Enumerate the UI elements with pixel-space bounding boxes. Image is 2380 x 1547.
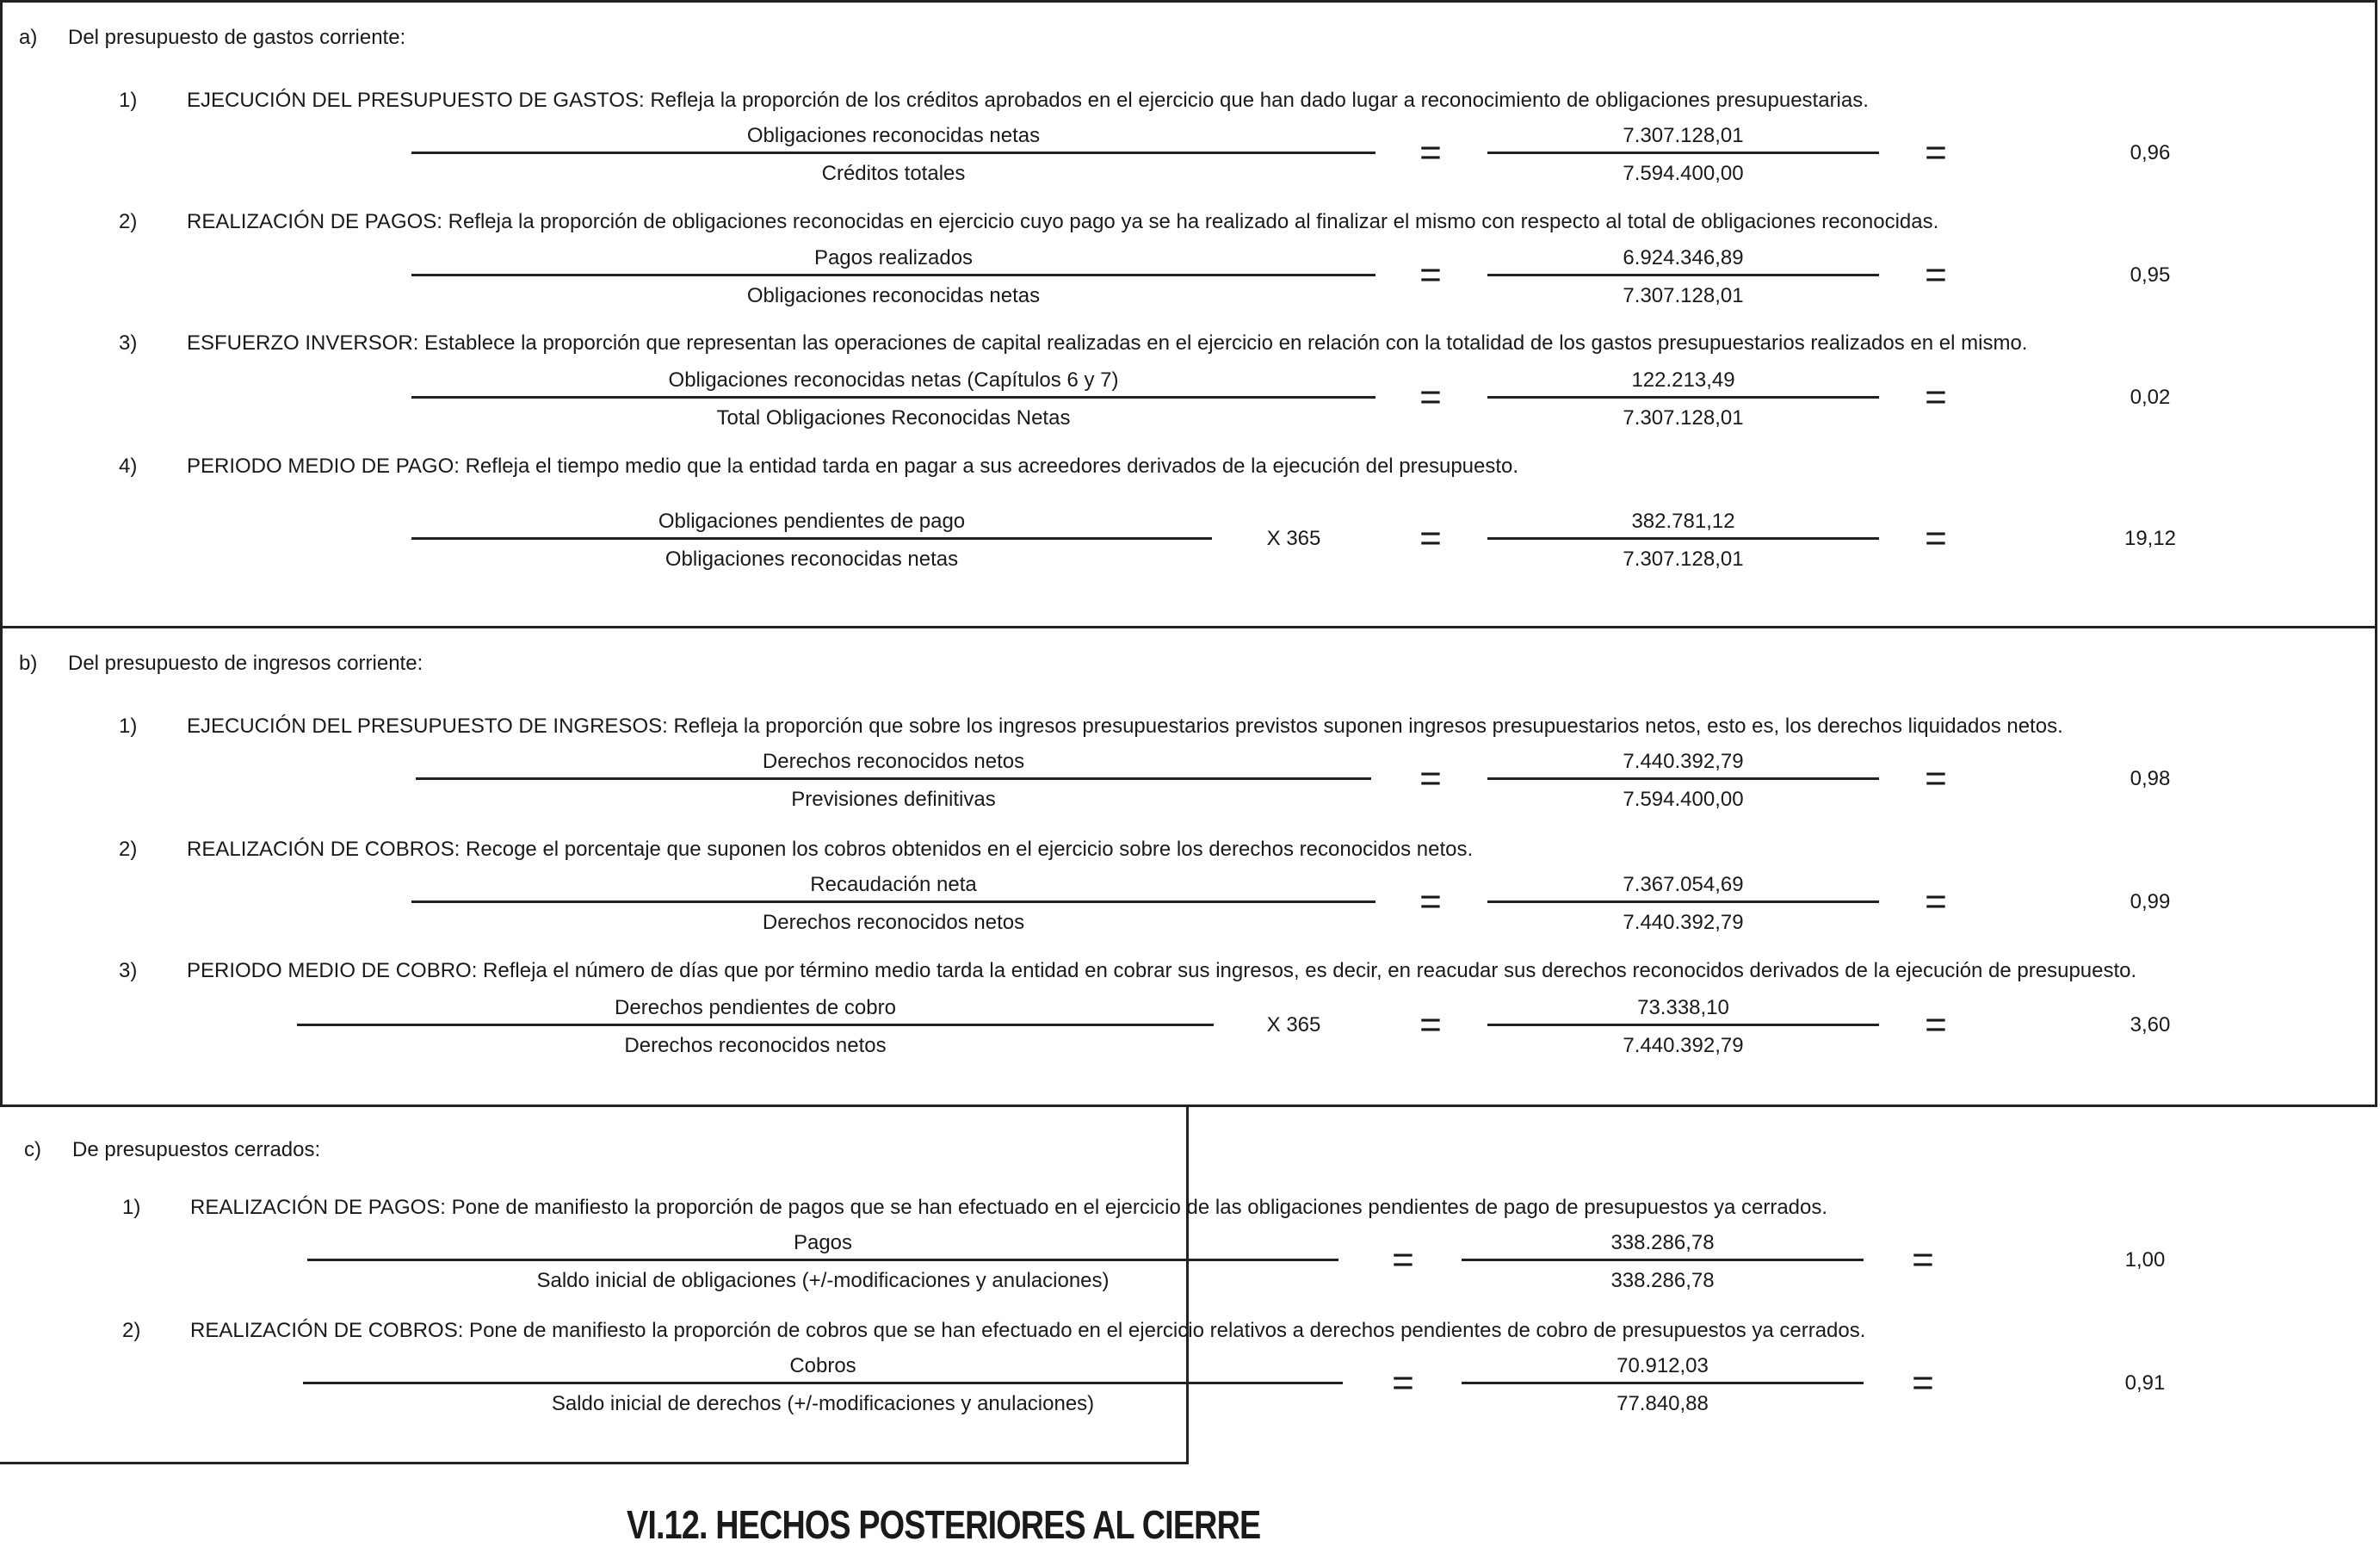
result-value: 1,00 <box>2124 1248 2166 1272</box>
fraction-bar <box>411 274 1375 276</box>
equals-sign: = <box>1392 1362 1414 1404</box>
indicator-number: 4) <box>119 455 138 478</box>
equals-sign: = <box>1912 1362 1934 1404</box>
indicator-description: EJECUCIÓN DEL PRESUPUESTO DE INGRESOS: Refleja la proporción que sobre los ingresos presupuestarios previstos suponen ingresos presupuestarios netos, esto es, los derechos liquidados netos. <box>187 715 2063 738</box>
result-value: 0,91 <box>2124 1371 2166 1395</box>
equals-sign: = <box>1925 132 1947 174</box>
fraction-bar <box>411 396 1375 399</box>
numerator-label: Obligaciones reconocidas netas (Capítulos 6 y 7) <box>668 368 1119 392</box>
indicator-description: REALIZACIÓN DE PAGOS: Refleja la proporción de obligaciones reconocidas en ejercicio cuyo pago ya se ha realizado al finalizar el mismo con respecto al total de obligaciones reconocidas. <box>187 210 1939 233</box>
equals-sign: = <box>1419 758 1442 800</box>
section-marker: c) <box>24 1138 41 1161</box>
section-heading: Del presupuesto de ingresos corriente: <box>68 652 423 675</box>
multiplier: X 365 <box>1266 1013 1321 1036</box>
value-fraction-bar <box>1487 537 1879 540</box>
indicator-description: REALIZACIÓN DE COBROS: Pone de manifiesto la proporción de cobros que se han efectuado en el ejercicio relativos a derechos pendientes de cobro de presupuestos ya cerrados. <box>190 1319 1866 1342</box>
value-fraction-bar <box>1487 274 1879 276</box>
indicator-description: PERIODO MEDIO DE PAGO: Refleja el tiempo medio que la entidad tarda en pagar a sus acreedores derivados de la ejecución del presupuesto. <box>187 455 1519 478</box>
denominator-value: 7.307.128,01 <box>1623 284 1744 307</box>
denominator-label: Derechos reconocidos netos <box>624 1034 887 1057</box>
equals-sign: = <box>1912 1239 1934 1281</box>
denominator-value: 7.440.392,79 <box>1623 911 1744 934</box>
indicator-description: ESFUERZO INVERSOR: Establece la proporción que representan las operaciones de capital realizadas en el ejercicio en relación con la totalidad de los gastos presupuestarios realizados en el mismo. <box>187 331 2028 355</box>
equals-sign: = <box>1925 758 1947 800</box>
denominator-label: Derechos reconocidos netos <box>762 911 1025 934</box>
numerator-value: 7.307.128,01 <box>1623 124 1744 147</box>
denominator-value: 77.840,88 <box>1617 1392 1709 1415</box>
indicator-number: 2) <box>122 1319 141 1342</box>
denominator-label: Saldo inicial de obligaciones (+/-modificaciones y anulaciones) <box>536 1269 1110 1292</box>
denominator-label: Previsiones definitivas <box>791 788 996 811</box>
section-b-box <box>0 626 2377 1107</box>
numerator-value: 6.924.346,89 <box>1623 246 1744 269</box>
numerator-value: 73.338,10 <box>1637 996 1729 1019</box>
numerator-label: Pagos realizados <box>813 246 974 269</box>
page-title: VI.12. HECHOS POSTERIORES AL CIERRE <box>627 1502 1261 1547</box>
equals-sign: = <box>1419 132 1442 174</box>
fraction-bar <box>416 777 1371 780</box>
value-fraction-bar <box>1462 1382 1864 1384</box>
numerator-label: Derechos reconocidos netos <box>762 750 1025 773</box>
equals-sign: = <box>1392 1239 1414 1281</box>
equals-sign: = <box>1925 517 1947 560</box>
indicator-number: 3) <box>119 331 138 355</box>
multiplier: X 365 <box>1266 527 1321 550</box>
denominator-value: 7.594.400,00 <box>1623 788 1744 811</box>
equals-sign: = <box>1925 1004 1947 1046</box>
indicator-number: 2) <box>119 838 138 861</box>
result-value: 0,98 <box>2130 767 2171 790</box>
value-fraction-bar <box>1487 1024 1879 1026</box>
equals-sign: = <box>1925 376 1947 418</box>
indicator-number: 2) <box>119 210 138 233</box>
numerator-label: Obligaciones reconocidas netas <box>746 124 1041 147</box>
equals-sign: = <box>1925 254 1947 296</box>
fraction-bar <box>297 1024 1214 1026</box>
denominator-label: Obligaciones reconocidas netas <box>665 548 959 571</box>
section-marker: b) <box>19 652 38 675</box>
equals-sign: = <box>1419 517 1442 560</box>
indicator-description: EJECUCIÓN DEL PRESUPUESTO DE GASTOS: Refleja la proporción de los créditos aprobados en el ejercicio que han dado lugar a reconocimiento de obligaciones presupuestarias. <box>187 89 1869 112</box>
denominator-value: 7.307.128,01 <box>1623 406 1744 430</box>
equals-sign: = <box>1419 881 1442 923</box>
value-fraction-bar <box>1487 777 1879 780</box>
denominator-value: 338.286,78 <box>1610 1269 1715 1292</box>
result-value: 19,12 <box>2123 527 2177 550</box>
numerator-value: 122.213,49 <box>1631 368 1735 392</box>
denominator-label: Saldo inicial de derechos (+/-modificaciones y anulaciones) <box>551 1392 1095 1415</box>
result-value: 0,96 <box>2130 141 2171 164</box>
numerator-label: Pagos <box>793 1231 853 1254</box>
indicator-number: 1) <box>119 89 138 112</box>
indicator-description: REALIZACIÓN DE PAGOS: Pone de manifiesto la proporción de pagos que se han efectuado en el ejercicio de las obligaciones pendientes de pago de presupuestos ya cerrados. <box>190 1196 1828 1219</box>
numerator-value: 338.286,78 <box>1610 1231 1715 1254</box>
numerator-label: Derechos pendientes de cobro <box>615 996 896 1019</box>
result-value: 0,02 <box>2130 386 2171 409</box>
result-value: 3,60 <box>2130 1013 2171 1036</box>
fraction-bar <box>303 1382 1343 1384</box>
denominator-label: Total Obligaciones Reconocidas Netas <box>716 406 1071 430</box>
fraction-bar <box>411 152 1375 154</box>
value-fraction-bar <box>1487 152 1879 154</box>
denominator-value: 7.307.128,01 <box>1623 548 1744 571</box>
section-heading: Del presupuesto de gastos corriente: <box>68 26 406 49</box>
denominator-value: 7.440.392,79 <box>1623 1034 1744 1057</box>
fraction-bar <box>411 537 1212 540</box>
numerator-value: 7.367.054,69 <box>1623 873 1744 896</box>
result-value: 0,95 <box>2130 263 2171 287</box>
equals-sign: = <box>1419 1004 1442 1046</box>
indicator-number: 3) <box>119 959 138 982</box>
indicator-description: REALIZACIÓN DE COBROS: Recoge el porcentaje que suponen los cobros obtenidos en el ejercicio sobre los derechos reconocidos netos. <box>187 838 1474 861</box>
indicator-description: PERIODO MEDIO DE COBRO: Refleja el número de días que por término medio tarda la entidad en cobrar sus ingresos, es decir, en reacudar sus derechos reconocidos derivados de la ejecución de presupuesto. <box>187 959 2137 982</box>
denominator-label: Créditos totales <box>821 162 966 185</box>
numerator-value: 7.440.392,79 <box>1623 750 1744 773</box>
value-fraction-bar <box>1487 900 1879 903</box>
indicator-number: 1) <box>122 1196 141 1219</box>
result-value: 0,99 <box>2130 890 2171 913</box>
value-fraction-bar <box>1487 396 1879 399</box>
denominator-value: 7.594.400,00 <box>1623 162 1744 185</box>
section-marker: a) <box>19 26 38 49</box>
numerator-label: Recaudación neta <box>810 873 977 896</box>
equals-sign: = <box>1419 254 1442 296</box>
numerator-label: Obligaciones pendientes de pago <box>658 510 966 533</box>
numerator-label: Cobros <box>789 1354 856 1377</box>
indicator-number: 1) <box>119 715 138 738</box>
fraction-bar <box>411 900 1375 903</box>
equals-sign: = <box>1419 376 1442 418</box>
equals-sign: = <box>1925 881 1947 923</box>
denominator-label: Obligaciones reconocidas netas <box>746 284 1041 307</box>
section-heading: De presupuestos cerrados: <box>72 1138 321 1161</box>
numerator-value: 70.912,03 <box>1617 1354 1709 1377</box>
numerator-value: 382.781,12 <box>1631 510 1735 533</box>
fraction-bar <box>307 1259 1338 1261</box>
value-fraction-bar <box>1462 1259 1864 1261</box>
